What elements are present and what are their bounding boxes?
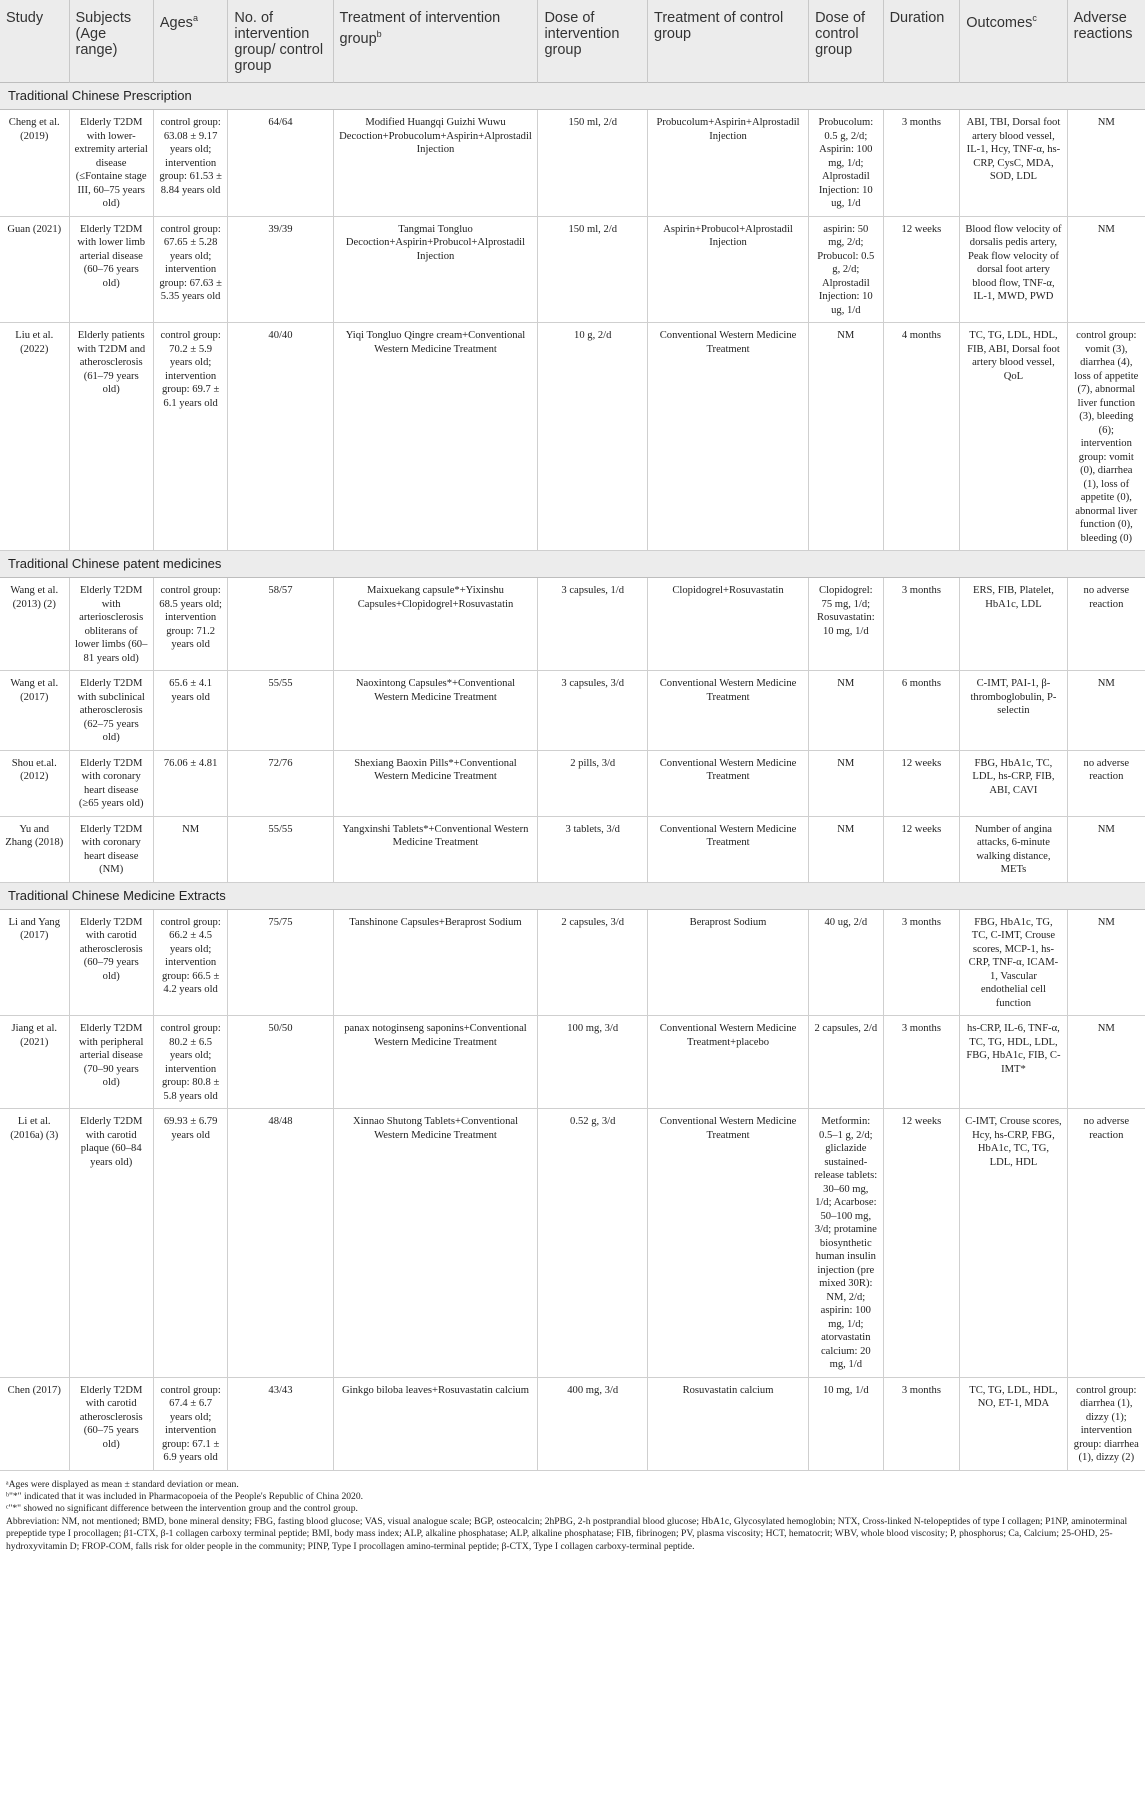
table-cell: 72/76 <box>228 750 333 816</box>
section-title: Traditional Chinese patent medicines <box>0 551 1145 578</box>
column-header-label: Dose of control group <box>815 10 866 58</box>
table-cell: control group: 70.2 ± 5.9 years old; intervention group: 69.7 ± 6.1 years old <box>153 323 228 551</box>
table-cell: 10 g, 2/d <box>538 323 648 551</box>
table-cell: 12 weeks <box>883 1109 960 1378</box>
table-cell: Elderly T2DM with peripheral arterial disease (70–90 years old) <box>69 1016 153 1109</box>
table-cell: Clopidogrel: 75 mg, 1/d; Rosuvastatin: 10 mg, 1/d <box>809 578 884 671</box>
table-cell: Shexiang Baoxin Pills*+Conventional Western Medicine Treatment <box>333 750 538 816</box>
table-cell: Elderly T2DM with coronary heart disease (NM) <box>69 816 153 882</box>
section-row <box>0 882 1145 909</box>
table-cell: 2 pills, 3/d <box>538 750 648 816</box>
table-cell: NM <box>809 750 884 816</box>
table-cell: Elderly T2DM with subclinical atherosclerosis (62–75 years old) <box>69 671 153 751</box>
table-cell: NM <box>809 323 884 551</box>
table-cell: 150 ml, 2/d <box>538 216 648 323</box>
table-cell: Ginkgo biloba leaves+Rosuvastatin calcium <box>333 1377 538 1470</box>
footnote-marker: b <box>376 29 382 39</box>
table-cell: 3 capsules, 3/d <box>538 671 648 751</box>
table-cell: 58/57 <box>228 578 333 671</box>
column-header <box>883 0 960 83</box>
table-cell: 55/55 <box>228 671 333 751</box>
table-row <box>0 671 1145 751</box>
section-row <box>0 83 1145 110</box>
table-row <box>0 816 1145 882</box>
footnote: ᵇ"*" indicated that it was included in Pharmacopoeia of the People's Republic of China 2020. <box>6 1490 364 1502</box>
table-cell: Conventional Western Medicine Treatment <box>648 816 809 882</box>
table-cell: 69.93 ± 6.79 years old <box>153 1109 228 1378</box>
table-row <box>0 578 1145 671</box>
table-cell: C-IMT, PAI-1, β-thromboglobulin, P-selectin <box>960 671 1067 751</box>
table-cell: Cheng et al. (2019) <box>0 110 69 217</box>
footnote-marker: a <box>192 13 198 23</box>
table-cell: Elderly T2DM with coronary heart disease (≥65 years old) <box>69 750 153 816</box>
column-header <box>809 0 884 83</box>
table-cell: 150 ml, 2/d <box>538 110 648 217</box>
table-cell: Aspirin+Probucol+Alprostadil Injection <box>648 216 809 323</box>
table-row <box>0 1016 1145 1109</box>
table-cell: 12 weeks <box>883 216 960 323</box>
table-cell: Shou et.al. (2012) <box>0 750 69 816</box>
table-cell: 3 months <box>883 1016 960 1109</box>
table-cell: Li and Yang (2017) <box>0 909 69 1016</box>
table-cell: 3 months <box>883 110 960 217</box>
column-header <box>153 0 228 83</box>
column-header <box>228 0 333 83</box>
table-cell: Conventional Western Medicine Treatment <box>648 750 809 816</box>
column-header <box>1067 0 1145 83</box>
column-header <box>648 0 809 83</box>
table-cell: 3 tablets, 3/d <box>538 816 648 882</box>
table-row <box>0 216 1145 323</box>
column-header-label: No. of intervention group/ control group <box>234 10 324 74</box>
table-cell: 10 mg, 1/d <box>809 1377 884 1470</box>
table-cell: TC, TG, LDL, HDL, NO, ET-1, MDA <box>960 1377 1067 1470</box>
column-header-label: Subjects (Age range) <box>75 10 132 58</box>
table-cell: FBG, HbA1c, TG, TC, C-IMT, Crouse scores, MCP-1, hs-CRP, TNF-α, ICAM-1, Vascular endothelial cell function <box>960 909 1067 1016</box>
table-cell: 3 capsules, 1/d <box>538 578 648 671</box>
table-cell: Chen (2017) <box>0 1377 69 1470</box>
table-cell: 100 mg, 3/d <box>538 1016 648 1109</box>
section-title: Traditional Chinese Prescription <box>0 83 1145 110</box>
table-cell: 2 capsules, 3/d <box>538 909 648 1016</box>
table-cell: Elderly T2DM with carotid atherosclerosis (60–79 years old) <box>69 909 153 1016</box>
table-row <box>0 110 1145 217</box>
table-cell: Li et al. (2016a) (3) <box>0 1109 69 1378</box>
table-cell: 3 months <box>883 1377 960 1470</box>
table-cell: 40/40 <box>228 323 333 551</box>
table-cell: Yiqi Tongluo Qingre cream+Conventional Western Medicine Treatment <box>333 323 538 551</box>
table-cell: Conventional Western Medicine Treatment+placebo <box>648 1016 809 1109</box>
table-cell: Wang et al. (2017) <box>0 671 69 751</box>
table-cell: NM <box>1067 216 1145 323</box>
table-cell: Maixuekang capsule*+Yixinshu Capsules+Clopidogrel+Rosuvastatin <box>333 578 538 671</box>
table-cell: control group: vomit (3), diarrhea (4), loss of appetite (7), abnormal liver function (3), bleeding (6); intervention group: vomit (0), diarrhea (1), loss of appetite (0), abnormal liver function (0), bleeding (0) <box>1067 323 1145 551</box>
table-cell: NM <box>1067 110 1145 217</box>
column-header-label: Treatment of intervention group <box>339 10 501 47</box>
table-cell: 12 weeks <box>883 816 960 882</box>
table-cell: NM <box>809 671 884 751</box>
table-cell: aspirin: 50 mg, 2/d; Probucol: 0.5 g, 2/d; Alprostadil Injection: 10 ug, 1/d <box>809 216 884 323</box>
table-cell: Liu et al. (2022) <box>0 323 69 551</box>
table-cell: 55/55 <box>228 816 333 882</box>
table-cell: control group: 66.2 ± 4.5 years old; intervention group: 66.5 ± 4.2 years old <box>153 909 228 1016</box>
table-cell: 64/64 <box>228 110 333 217</box>
column-header <box>538 0 648 83</box>
footnote-marker: c <box>1032 13 1037 23</box>
table-row <box>0 909 1145 1016</box>
table-cell: Tanshinone Capsules+Beraprost Sodium <box>333 909 538 1016</box>
table-cell: Xinnao Shutong Tablets+Conventional Western Medicine Treatment <box>333 1109 538 1378</box>
table-cell: Naoxintong Capsules*+Conventional Western Medicine Treatment <box>333 671 538 751</box>
column-header-label: Ages <box>159 14 193 31</box>
table-cell: control group: 67.4 ± 6.7 years old; intervention group: 67.1 ± 6.9 years old <box>153 1377 228 1470</box>
table-cell: Clopidogrel+Rosuvastatin <box>648 578 809 671</box>
column-header-label: Study <box>6 10 44 26</box>
table-cell: 4 months <box>883 323 960 551</box>
table-cell: 0.52 g, 3/d <box>538 1109 648 1378</box>
table-cell: no adverse reaction <box>1067 750 1145 816</box>
table-cell: 400 mg, 3/d <box>538 1377 648 1470</box>
table-cell: Beraprost Sodium <box>648 909 809 1016</box>
section-row <box>0 551 1145 578</box>
table-cell: Modified Huangqi Guizhi Wuwu Decoction+Probucolum+Aspirin+Alprostadil Injection <box>333 110 538 217</box>
column-header <box>69 0 153 83</box>
table-cell: no adverse reaction <box>1067 1109 1145 1378</box>
table-cell: 2 capsules, 2/d <box>809 1016 884 1109</box>
table-cell: Tangmai Tongluo Decoction+Aspirin+Probucol+Alprostadil Injection <box>333 216 538 323</box>
table-cell: 43/43 <box>228 1377 333 1470</box>
table-cell: Yangxinshi Tablets*+Conventional Western Medicine Treatment <box>333 816 538 882</box>
table-footnotes <box>0 1471 1145 1553</box>
table-cell: Elderly patients with T2DM and atherosclerosis (61–79 years old) <box>69 323 153 551</box>
table-cell: Conventional Western Medicine Treatment <box>648 323 809 551</box>
table-cell: Elderly T2DM with lower limb arterial disease (60–76 years old) <box>69 216 153 323</box>
table-cell: hs-CRP, IL-6, TNF-α, TC, TG, HDL, LDL, FBG, HbA1c, FIB, C-IMT* <box>960 1016 1067 1109</box>
table-cell: NM <box>809 816 884 882</box>
table-cell: panax notoginseng saponins+Conventional Western Medicine Treatment <box>333 1016 538 1109</box>
section-title: Traditional Chinese Medicine Extracts <box>0 882 1145 909</box>
table-cell: ERS, FIB, Platelet, HbA1c, LDL <box>960 578 1067 671</box>
table-cell: Wang et al. (2013) (2) <box>0 578 69 671</box>
column-header <box>960 0 1067 83</box>
table-cell: NM <box>1067 671 1145 751</box>
table-cell: Elderly T2DM with carotid plaque (60–84 years old) <box>69 1109 153 1378</box>
column-header-label: Adverse reactions <box>1073 10 1133 42</box>
table-cell: Probucolum+Aspirin+Alprostadil Injection <box>648 110 809 217</box>
footnote: Abbreviation: NM, not mentioned; BMD, bone mineral density; FBG, fasting blood glucose; VAS, visual analogue scale; BGP, osteocalcin; 2hPBG, 2-h postprandial blood glucose; HbA1c, Glycosylated hemoglobin; NTX, Cross-linked N-telopeptides of type I collagen; P1NP, aminoterminal prepeptide type I procollagen; β1-CTX, β-1 collagen carboxy terminal peptide; BMI, body mass index; ALP, alkaline phosphatase; ALP, alkaline phosphatase; FIB, fibrinogen; PV, plasma viscosity; HCT, hematocrit; WBV, whole blood viscosity; P, phosphorus; Ca, Calcium; 25-OHD, 25-hydroxyvitamin D; FROP-COM, falls risk for older people in the community; PINP, Type I procollagen amino-terminal peptide; β-CTX, Type I collagen carboxy-terminal peptide. <box>6 1515 1128 1552</box>
column-header-label: Dose of intervention group <box>544 10 620 58</box>
table-cell: 50/50 <box>228 1016 333 1109</box>
table-cell: 40 ug, 2/d <box>809 909 884 1016</box>
column-header <box>333 0 538 83</box>
column-header-label: Outcomes <box>966 14 1033 31</box>
table-row <box>0 1109 1145 1378</box>
table-cell: 65.6 ± 4.1 years old <box>153 671 228 751</box>
table-cell: Metformin: 0.5–1 g, 2/d; gliclazide sustained-release tablets: 30–60 mg, 1/d; Acarbose: 50–100 mg, 3/d; protamine biosynthetic human insulin injection (pre mixed 30R): NM, 2/d; aspirin: 100 mg, 1/d; atorvastatin calcium: 20 mg, 1/d <box>809 1109 884 1378</box>
table-cell: Probucolum: 0.5 g, 2/d; Aspirin: 100 mg, 1/d; Alprostadil Injection: 10 ug, 1/d <box>809 110 884 217</box>
table-cell: NM <box>1067 1016 1145 1109</box>
header-row <box>0 0 1145 83</box>
table-cell: 48/48 <box>228 1109 333 1378</box>
table-cell: control group: 80.2 ± 6.5 years old; intervention group: 80.8 ± 5.8 years old <box>153 1016 228 1109</box>
column-header <box>0 0 69 83</box>
table-cell: 12 weeks <box>883 750 960 816</box>
table-cell: 6 months <box>883 671 960 751</box>
table-cell: Blood flow velocity of dorsalis pedis artery, Peak flow velocity of dorsal foot artery blood flow, TNF-α, IL-1, MWD, PWD <box>960 216 1067 323</box>
column-header-label: Duration <box>889 10 945 26</box>
table-cell: ABI, TBI, Dorsal foot artery blood vessel, IL-1, Hcy, TNF-α, hs-CRP, CysC, MDA, SOD, LDL <box>960 110 1067 217</box>
table-cell: no adverse reaction <box>1067 578 1145 671</box>
table-row <box>0 750 1145 816</box>
table-cell: Elderly T2DM with arteriosclerosis obliterans of lower limbs (60–81 years old) <box>69 578 153 671</box>
table-cell: Conventional Western Medicine Treatment <box>648 671 809 751</box>
table-cell: Yu and Zhang (2018) <box>0 816 69 882</box>
table-header <box>0 0 1145 83</box>
table-cell: Rosuvastatin calcium <box>648 1377 809 1470</box>
table-cell: NM <box>1067 816 1145 882</box>
table-cell: FBG, HbA1c, TC, LDL, hs-CRP, FIB, ABI, CAVI <box>960 750 1067 816</box>
table-cell: Elderly T2DM with carotid atherosclerosis (60–75 years old) <box>69 1377 153 1470</box>
table-cell: Jiang et al. (2021) <box>0 1016 69 1109</box>
table-cell: 3 months <box>883 578 960 671</box>
table-cell: 3 months <box>883 909 960 1016</box>
table-body <box>0 83 1145 1471</box>
table-cell: NM <box>153 816 228 882</box>
table-row <box>0 1377 1145 1470</box>
footnote: ᵃAges were displayed as mean ± standard deviation or mean. <box>6 1478 239 1490</box>
table-cell: TC, TG, LDL, HDL, FIB, ABI, Dorsal foot artery blood vessel, QoL <box>960 323 1067 551</box>
footnote: ᶜ"*" showed no significant difference between the intervention group and the control group. <box>6 1503 358 1515</box>
table-cell: Guan (2021) <box>0 216 69 323</box>
table-cell: Number of angina attacks, 6-minute walking distance, METs <box>960 816 1067 882</box>
table-cell: 75/75 <box>228 909 333 1016</box>
table-cell: 39/39 <box>228 216 333 323</box>
table-cell: NM <box>1067 909 1145 1016</box>
table-cell: C-IMT, Crouse scores, Hcy, hs-CRP, FBG, HbA1c, TC, TG, LDL, HDL <box>960 1109 1067 1378</box>
table-cell: control group: 68.5 years old; intervention group: 71.2 years old <box>153 578 228 671</box>
column-header-label: Treatment of control group <box>654 10 784 42</box>
table-row <box>0 323 1145 551</box>
table-cell: Conventional Western Medicine Treatment <box>648 1109 809 1378</box>
table-cell: control group: 67.65 ± 5.28 years old; intervention group: 67.63 ± 5.35 years old <box>153 216 228 323</box>
table-cell: Elderly T2DM with lower-extremity arterial disease (≤Fontaine stage III, 60–75 years old) <box>69 110 153 217</box>
table-cell: 76.06 ± 4.81 <box>153 750 228 816</box>
table-cell: control group: diarrhea (1), dizzy (1); intervention group: diarrhea (1), dizzy (2) <box>1067 1377 1145 1470</box>
table-cell: control group: 63.08 ± 9.17 years old; intervention group: 61.53 ± 8.84 years old <box>153 110 228 217</box>
